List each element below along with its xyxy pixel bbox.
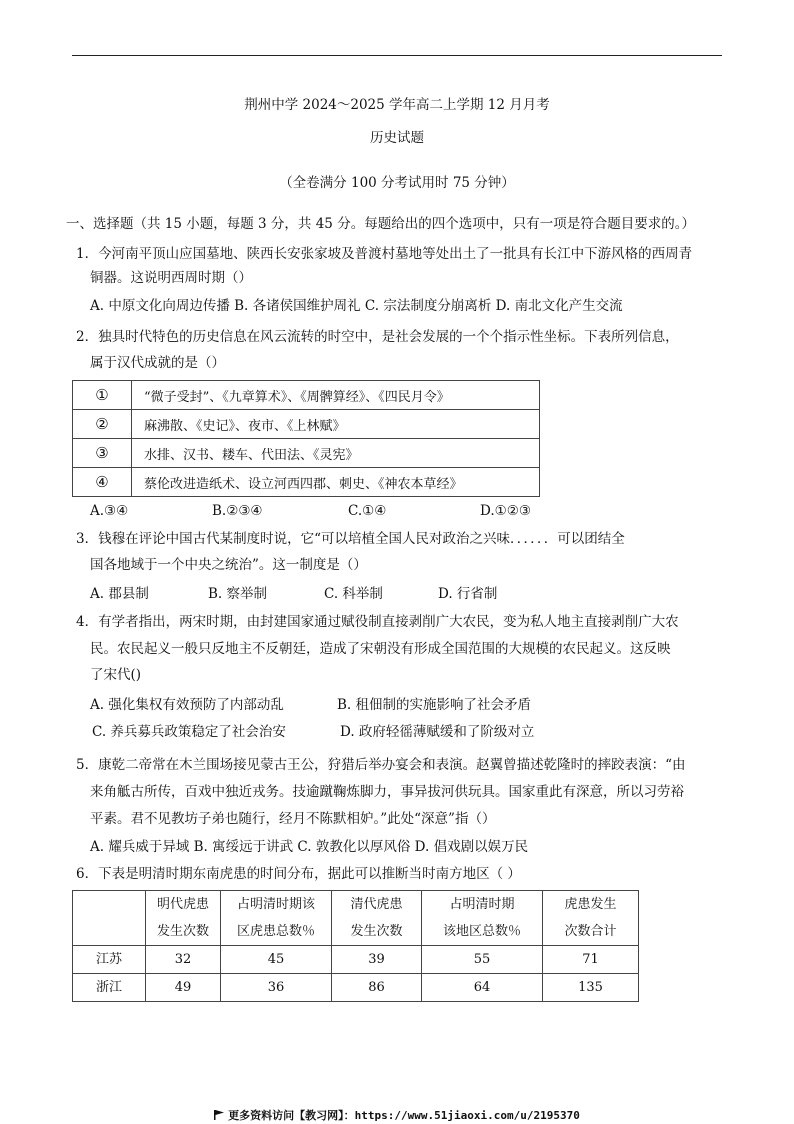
q6-header-cell [543,891,639,946]
q6-header-line: 发生次数 [156,924,209,939]
q2-table [72,380,540,497]
q5-text-line1: 5．康乾二帝常在木兰围场接见蒙古王公，狩猎后举办宴会和表演。赵翼曾描述乾隆时的摔跤表演：“由 [76,757,686,773]
q2-row-text: “微子受封”、《九章算术》、《周髀算经》、《四民月令》 [132,381,540,410]
exam-title: 荆州中学 2024～2025 学年高二上学期 12 月月考 [244,97,550,113]
q2-row-num: ② [73,410,132,439]
q6-header-line: 清代虎患 [350,897,403,912]
q2-text-line1: 2．独具时代特色的历史信息在风云流转的时空中，是社会发展的一个个指示性坐标。下表所列信息， [76,329,679,345]
q6-cell: 55 [422,946,543,974]
q2-row-num: ④ [73,468,132,497]
q6-header-line: 区虎患总数％ [236,924,315,939]
footer [0,1107,794,1123]
q1-text-line2: 铜器。这说明西周时期（） [90,270,252,286]
q4-option-c: C. 养兵募兵政策稳定了社会治安 [92,724,286,740]
q3-option-c: C. 科举制 [324,586,383,602]
q6-cell: 浙江 [73,974,146,1002]
q4-option-d: D. 政府轻徭薄赋缓和了阶级对立 [340,724,535,740]
q6-header-cell [73,891,146,946]
q6-header-cell [332,891,422,946]
q6-table [72,890,639,1002]
q6-header-line: 虎患发生 [564,897,617,912]
footer-link[interactable]: 更多资料访问【教习网】：https://www.51jiaoxi.com/u/2195370 [228,1109,580,1122]
q2-row-num: ③ [73,439,132,468]
q2-row-num: ① [73,381,132,410]
q6-header-cell [422,891,543,946]
q6-header-line: 明代虎患 [156,897,209,912]
table-row [73,974,639,1002]
q6-header-line: 发生次数 [350,924,403,939]
q6-header-line: 占明清时期该 [236,897,315,912]
flag-icon [214,1110,224,1120]
q6-cell: 江苏 [73,946,146,974]
header-rule [72,55,722,56]
q6-header-cell [146,891,221,946]
q3-option-b: B. 察举制 [208,586,268,602]
q6-cell: 135 [543,974,639,1002]
q3-text-line2: 国各地域于一个中央之统治”。这一制度是（） [90,557,367,573]
q6-header-line: 该地区总数％ [442,924,521,939]
q2-option-d: D.①②③ [480,503,531,519]
table-row [73,468,540,497]
q3-option-a: A. 郡县制 [90,586,149,602]
q4-option-a: A. 强化集权有效预防了内部动乱 [90,697,284,713]
q6-cell: 39 [332,946,422,974]
q3-option-d: D. 行省制 [438,586,498,602]
q6-cell: 86 [332,974,422,1002]
q6-cell: 49 [146,974,221,1002]
q5-options: A. 耀兵威于异域 B. 寓绥远于讲武 C. 敦教化以厚风俗 D. 倡戏剧以娱万民 [90,839,529,855]
q6-text-line1: 6．下表是明清时期东南虎患的时间分布，据此可以推断当时南方地区（ ） [76,866,521,882]
exam-note: （全卷满分 100 分考试用时 75 分钟） [279,175,515,191]
q2-option-c: C.①④ [348,503,387,519]
q5-text-line3: 平素。君不见教坊子弟也随行，经月不陈默相妒。”此处“深意”指（） [90,811,496,827]
q6-cell: 45 [221,946,332,974]
table-row [73,946,639,974]
q6-cell: 36 [221,974,332,1002]
q2-option-b: B.②③④ [212,503,263,519]
section-heading: 一、选择题（共 15 小题，每题 3 分，共 45 分。每题给出的四个选项中，只有一项是符合题目要求的。） [66,216,695,232]
q5-text-line2: 来角觝古所传，百戏中独近戎务。技逾蹴鞠炼脚力，事异拔河供玩具。国家重此有深意，所以习劳裕 [90,784,684,800]
table-header-row [73,891,639,946]
table-row [73,410,540,439]
q2-option-a: A.③④ [90,503,129,519]
q4-text-line2: 民。农民起义一般只反地主不反朝廷，造成了宋朝没有形成全国范围的大规模的农民起义。这反映 [90,641,671,657]
q6-header-line: 次数合计 [564,924,617,939]
q1-options: A. 中原文化向周边传播 B. 各诸侯国维护周礼 C. 宗法制度分崩离析 D. 南北文化产生交流 [90,298,623,314]
table-row [73,381,540,410]
q4-text-line1: 4．有学者指出，两宋时期，由封建国家通过赋役制直接剥削广大农民，变为私人地主直接剥削广大农 [76,614,679,630]
q6-header-cell [221,891,332,946]
exam-subject: 历史试题 [370,130,424,146]
q6-header-line: 占明清时期 [449,897,515,912]
q6-cell: 64 [422,974,543,1002]
q4-option-b: B. 租佃制的实施影响了社会矛盾 [337,697,532,713]
q4-text-line3: 了宋代() [90,667,142,683]
q6-cell: 71 [543,946,639,974]
q2-row-text: 蔡伦改进造纸术、设立河西四郡、刺史、《神农本草经》 [132,468,540,497]
q2-row-text: 水排、汉书、耧车、代田法、《灵宪》 [132,439,540,468]
q6-cell: 32 [146,946,221,974]
q2-text-line2: 属于汉代成就的是（） [90,355,225,371]
q3-text-line1: 3．钱穆在评论中国古代某制度时说，它“可以培植全国人民对政治之兴味．．．．．．可以团结全 [76,531,625,547]
q1-text-line1: 1．今河南平顶山应国墓地、陕西长安张家坡及普渡村墓地等处出土了一批具有长江中下游风格的西周青 [76,246,693,262]
table-row [73,439,540,468]
q2-row-text: 麻沸散、《史记》、夜市、《上林赋》 [132,410,540,439]
